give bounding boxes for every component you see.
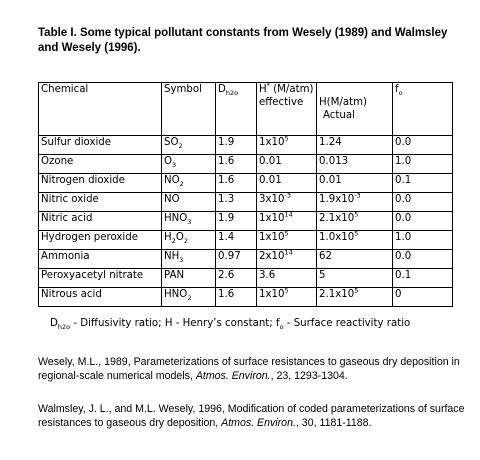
cell-h-effective: 0.01: [257, 155, 317, 174]
cell-symbol: PAN: [162, 269, 216, 288]
cell-h-actual: $2.1x10^5$: [317, 288, 393, 307]
cell-chemical: Nitric oxide: [39, 193, 162, 212]
cell-h-effective: 3.6: [257, 269, 317, 288]
table-row: [39, 155, 453, 174]
cell-chemical: Nitric acid: [39, 212, 162, 231]
header-symbol: Symbol: [162, 83, 216, 136]
cell-f0: 0.0: [393, 250, 453, 269]
cell-symbol: $NH_3$: [162, 250, 216, 269]
cell-symbol: $H_2O_2$: [162, 231, 216, 250]
cell-f0: 0.0: [393, 212, 453, 231]
table-row: [39, 288, 453, 307]
cell-h-effective: 0.01: [257, 174, 317, 193]
cell-chemical: Nitrogen dioxide: [39, 174, 162, 193]
cell-symbol: NO: [162, 193, 216, 212]
cell-symbol: $SO_2$: [162, 136, 216, 155]
cell-diffusivity: 1.3: [216, 193, 257, 212]
table-row: [39, 193, 453, 212]
cell-chemical: Sulfur dioxide: [39, 136, 162, 155]
table-row: [39, 269, 453, 288]
cell-h-effective: $1x10^{14}$: [257, 212, 317, 231]
header-f0: $f_o$: [393, 83, 453, 136]
cell-h-actual: 0.01: [317, 174, 393, 193]
cell-f0: 0.1: [393, 269, 453, 288]
cell-f0: 0: [393, 288, 453, 307]
cell-h-effective: $2x10^{14}$: [257, 250, 317, 269]
cell-h-actual: 5: [317, 269, 393, 288]
cell-f0: 0.1: [393, 174, 453, 193]
cell-diffusivity: 1.6: [216, 288, 257, 307]
cell-chemical: Hydrogen peroxide: [39, 231, 162, 250]
cell-h-effective: $1x10^5$: [257, 231, 317, 250]
table-row: [39, 231, 453, 250]
cell-h-actual: $1.9x10^{-3}$: [317, 193, 393, 212]
cell-h-actual: $1.0x10^5$: [317, 231, 393, 250]
cell-diffusivity: 2.6: [216, 269, 257, 288]
cell-f0: 1.0: [393, 155, 453, 174]
table-row: [39, 136, 453, 155]
cell-h-effective: $1x10^5$: [257, 136, 317, 155]
cell-symbol: $O_3$: [162, 155, 216, 174]
header-diffusivity: $D_{h2o}$: [216, 83, 257, 136]
cell-h-effective: $1x10^5$: [257, 288, 317, 307]
cell-h-effective: $3x10^{-3}$: [257, 193, 317, 212]
cell-f0: 0.0: [393, 193, 453, 212]
cell-f0: 1.0: [393, 231, 453, 250]
header-chemical: Chemical: [39, 83, 162, 136]
cell-h-actual: 0.013: [317, 155, 393, 174]
cell-f0: 0.0: [393, 136, 453, 155]
header-row: [39, 83, 453, 136]
cell-chemical: Ozone: [39, 155, 162, 174]
table-body: [39, 136, 453, 307]
cell-symbol: $HNO_3$: [162, 212, 216, 231]
reference-walmsley-wesely-1996: Walmsley, J. L., and M.L. Wesely, 1996, Modification of coded parameterizations of surface resistances to gaseous dry deposition, Atmos. Environ., 30, 1181-1188.: [38, 403, 465, 429]
table-title: Table I. Some typical pollutant constants from Wesely (1989) and Walmsley and Wesely (1996).: [38, 27, 448, 54]
cell-h-actual: 62: [317, 250, 393, 269]
table-row: [39, 250, 453, 269]
cell-h-actual: $2.1x10^5$: [317, 212, 393, 231]
cell-diffusivity: 1.6: [216, 174, 257, 193]
table-row: [39, 174, 453, 193]
cell-chemical: Peroxyacetyl nitrate: [39, 269, 162, 288]
pollutant-table: [38, 82, 453, 307]
reference-wesely-1989: Wesely, M.L., 1989, Parameterizations of surface resistances to gaseous dry deposition in regional-scale numerical models, Atmos. Environ., 23, 1293-1304.: [38, 356, 460, 382]
cell-chemical: Ammonia: [39, 250, 162, 269]
cell-diffusivity: 1.6: [216, 155, 257, 174]
table-row: [39, 212, 453, 231]
cell-diffusivity: 1.9: [216, 136, 257, 155]
table-caption: $D_{h2o}$ - Diffusivity ratio; H - Henry’s constant; $f_o$ - Surface reactivity ratio: [50, 318, 411, 332]
header-h-effective: H* (M/atm) effective: [257, 83, 317, 136]
cell-symbol: $NO_2$: [162, 174, 216, 193]
cell-symbol: $HNO_2$: [162, 288, 216, 307]
cell-h-actual: 1.24: [317, 136, 393, 155]
cell-diffusivity: 1.9: [216, 212, 257, 231]
cell-diffusivity: 0.97: [216, 250, 257, 269]
cell-chemical: Nitrous acid: [39, 288, 162, 307]
header-h-actual: H(M/atm) Actual: [317, 83, 393, 136]
cell-diffusivity: 1.4: [216, 231, 257, 250]
